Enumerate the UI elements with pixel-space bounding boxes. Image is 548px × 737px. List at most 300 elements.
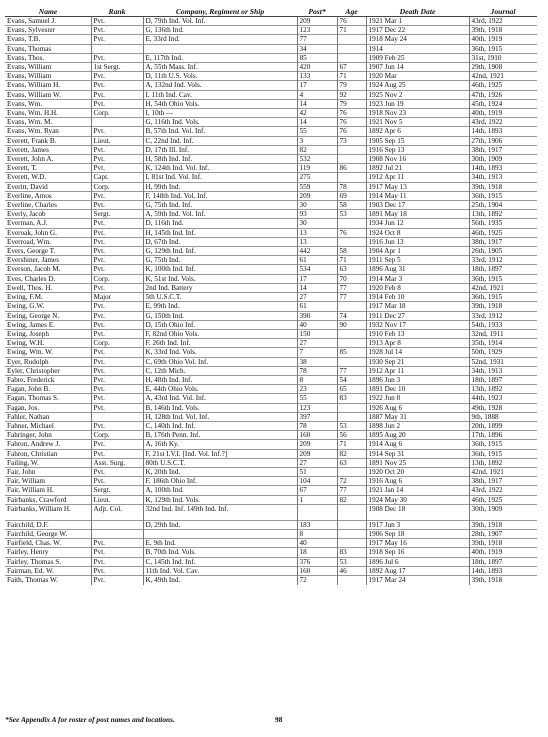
table-row (5, 339, 537, 348)
cell-rank: Pvt. (91, 247, 143, 256)
cell-age: 70 (337, 274, 366, 283)
cell-rank: Corp. (91, 182, 143, 191)
cell-name: Everett, T. (5, 164, 91, 173)
cell-post: 30 (297, 201, 337, 210)
cell-name: Evans, William W. (5, 90, 91, 99)
cell-journal: 33rd, 1912 (469, 256, 537, 265)
cell-name: Evans, William H. (5, 81, 91, 90)
cell-company: G, 136th Ind. (143, 26, 297, 35)
cell-rank: Pvt. (91, 329, 143, 338)
cell-company: A, 43rd Ind. Vol. Inf. (143, 394, 297, 403)
cell-death-date: 1892 Aug 17 (366, 566, 469, 575)
cell-death-date: 1909 Feb 25 (366, 53, 469, 62)
cell-age (337, 44, 366, 53)
cell-death-date: 1898 Jun 2 (366, 421, 469, 430)
cell-name: Eyer, Rudolph (5, 357, 91, 366)
cell-name: Ewing, George N. (5, 311, 91, 320)
cell-journal: 46th, 1925 (469, 228, 537, 237)
cell-death-date: 1925 Nov 2 (366, 90, 469, 99)
cell-company: H, 145th Ind. Inf. (143, 228, 297, 237)
cell-rank: Pvt. (91, 557, 143, 566)
cell-rank: Lieut. (91, 136, 143, 145)
table-row (5, 145, 537, 154)
cell-company: E, 117th Ind. (143, 53, 297, 62)
cell-journal: 46th, 1925 (469, 81, 537, 90)
cell-death-date: 1920 Oct 20 (366, 467, 469, 476)
cell-death-date: 1912 Apr 11 (366, 366, 469, 375)
cell-name: Fairfield, Chas. W. (5, 539, 91, 548)
header-post: Post* (297, 6, 337, 17)
cell-journal: 42nd, 1921 (469, 72, 537, 81)
cell-rank: Corp. (91, 274, 143, 283)
table-row (5, 201, 537, 210)
cell-age (337, 403, 366, 412)
cell-post: 34 (297, 44, 337, 53)
cell-post: 3 (297, 136, 337, 145)
cell-rank (91, 118, 143, 127)
cell-journal: 28th, 1907 (469, 529, 537, 538)
cell-name: Evans, Wm. Ryan (5, 127, 91, 136)
cell-rank: Capt. (91, 173, 143, 182)
header-company: Company, Regiment or Ship (143, 6, 297, 17)
table-row (5, 477, 537, 486)
cell-death-date: 1891 Nov 25 (366, 458, 469, 467)
cell-name: Ewing, W.H. (5, 339, 91, 348)
cell-rank: Pvt. (91, 155, 143, 164)
table-row (5, 575, 537, 584)
cell-post: 13 (297, 237, 337, 246)
cell-journal: 39th, 1918 (469, 302, 537, 311)
cell-company: B, 70th Ind. Vols. (143, 548, 297, 557)
cell-rank: Sergt. (91, 210, 143, 219)
cell-post: 160 (297, 431, 337, 440)
cell-age: 63 (337, 265, 366, 274)
cell-death-date: 1891 May 18 (366, 210, 469, 219)
cell-post: 82 (297, 145, 337, 154)
cell-company: G, 75th Ind. Inf. (143, 201, 297, 210)
cell-age: 67 (337, 63, 366, 72)
cell-post: 42 (297, 109, 337, 118)
cell-post: 61 (297, 302, 337, 311)
cell-post: 17 (297, 81, 337, 90)
cell-death-date: 1908 Dec 18 (366, 504, 469, 520)
cell-name: Fair, John (5, 467, 91, 476)
cell-age (337, 155, 366, 164)
cell-age: 73 (337, 136, 366, 145)
cell-company: D, 67th Ind. (143, 237, 297, 246)
table-row (5, 329, 537, 338)
cell-death-date: 1924 Oct 8 (366, 228, 469, 237)
cell-post: 376 (297, 557, 337, 566)
table-row (5, 520, 537, 529)
cell-post: 55 (297, 394, 337, 403)
cell-age (337, 467, 366, 476)
table-row (5, 348, 537, 357)
cell-rank: Pvt. (91, 191, 143, 200)
cell-name: Fairbanks, Crawford (5, 495, 91, 504)
cell-death-date: 1914 (366, 44, 469, 53)
cell-company: B, 176th Penn. Inf. (143, 431, 297, 440)
table-row (5, 412, 537, 421)
cell-death-date: 1911 Sep 5 (366, 256, 469, 265)
cell-age (337, 357, 366, 366)
cell-company: A, 55th Mass. Inf. (143, 63, 297, 72)
cell-name: Fair, William (5, 477, 91, 486)
cell-journal: 40th, 1919 (469, 35, 537, 44)
cell-death-date: 1914 Feb 10 (366, 293, 469, 302)
cell-journal: 25th, 1904 (469, 201, 537, 210)
cell-name: Evans, Thos. (5, 53, 91, 62)
cell-age (337, 329, 366, 338)
cell-age (337, 53, 366, 62)
table-row (5, 449, 537, 458)
cell-rank: Pvt. (91, 302, 143, 311)
cell-journal: 13th, 1892 (469, 458, 537, 467)
cell-age: 63 (337, 458, 366, 467)
cell-company: E, 9th Ind. (143, 539, 297, 548)
cell-age: 53 (337, 210, 366, 219)
cell-journal: 43rd, 1922 (469, 118, 537, 127)
cell-journal: 35th, 1914 (469, 339, 537, 348)
cell-age (337, 339, 366, 348)
cell-company: A, 132nd Ind. Vols. (143, 81, 297, 90)
cell-post: 534 (297, 265, 337, 274)
cell-rank (91, 520, 143, 529)
cell-death-date: 1914 Mar 3 (366, 274, 469, 283)
cell-death-date: 1924 Aug 25 (366, 81, 469, 90)
table-row (5, 118, 537, 127)
table-row (5, 394, 537, 403)
cell-death-date: 1921 Mar 1 (366, 17, 469, 26)
cell-name: Eyler, Christopher (5, 366, 91, 375)
cell-age (337, 35, 366, 44)
cell-death-date: 1906 Sep 18 (366, 529, 469, 538)
cell-post: 77 (297, 35, 337, 44)
table-row (5, 504, 537, 520)
cell-name: Failing, W. (5, 458, 91, 467)
cell-rank: Pvt. (91, 228, 143, 237)
cell-journal: 26th, 1905 (469, 247, 537, 256)
cell-rank: Pvt. (91, 90, 143, 99)
cell-name: Everline, Amos (5, 191, 91, 200)
cell-rank: Pvt. (91, 403, 143, 412)
cell-post: 104 (297, 477, 337, 486)
cell-name: Everett, W.D. (5, 173, 91, 182)
cell-journal: 20th, 1899 (469, 421, 537, 430)
cell-age: 77 (337, 486, 366, 495)
cell-name: Fagan, John B. (5, 385, 91, 394)
cell-rank: Corp. (91, 431, 143, 440)
cell-rank: Pvt. (91, 477, 143, 486)
cell-journal: 29th, 1908 (469, 63, 537, 72)
cell-age: 79 (337, 99, 366, 108)
cell-post: 40 (297, 320, 337, 329)
cell-name: Evans, William (5, 63, 91, 72)
cell-journal: 42nd, 1921 (469, 283, 537, 292)
cell-journal: 34th, 1913 (469, 173, 537, 182)
cell-company: D, 17th Ill. Inf. (143, 145, 297, 154)
cell-company: F, 82nd Ohio Vols. (143, 329, 297, 338)
cell-name: Fairbanks, William H. (5, 504, 91, 520)
table-row (5, 274, 537, 283)
cell-name: Everoak, John G. (5, 228, 91, 237)
cell-post: 8 (297, 375, 337, 384)
cell-post: 18 (297, 548, 337, 557)
cell-post: 1 (297, 495, 337, 504)
cell-age (337, 302, 366, 311)
cell-journal: 38th, 1917 (469, 237, 537, 246)
cell-journal: 14th, 1893 (469, 566, 537, 575)
cell-age: 56 (337, 431, 366, 440)
cell-rank: Pvt. (91, 127, 143, 136)
cell-journal: 39th, 1918 (469, 539, 537, 548)
cell-rank: Corp. (91, 109, 143, 118)
table-row (5, 155, 537, 164)
cell-death-date: 1914 Sep 31 (366, 449, 469, 458)
table-row (5, 109, 537, 118)
cell-name: Ewing, James E. (5, 320, 91, 329)
cell-name: Eves, Charles D. (5, 274, 91, 283)
cell-death-date: 1932 Nov 17 (366, 320, 469, 329)
table-row (5, 548, 537, 557)
cell-journal: 34th, 1913 (469, 366, 537, 375)
cell-post: 183 (297, 520, 337, 529)
cell-age: 76 (337, 109, 366, 118)
cell-journal: 36th, 1915 (469, 44, 537, 53)
table-row (5, 99, 537, 108)
cell-age (337, 529, 366, 538)
cell-journal: 14th, 1893 (469, 164, 537, 173)
cell-rank: 1st Sergt. (91, 63, 143, 72)
cell-post: 61 (297, 256, 337, 265)
cell-rank: Pvt. (91, 283, 143, 292)
cell-post: 14 (297, 118, 337, 127)
cell-rank: Pvt. (91, 145, 143, 154)
cell-journal: 56th, 1935 (469, 219, 537, 228)
cell-name: Evans, Sylvester (5, 26, 91, 35)
cell-post: 150 (297, 329, 337, 338)
cell-journal: 13th, 1892 (469, 385, 537, 394)
cell-company: F, 26th Ind. Inf. (143, 339, 297, 348)
cell-company: E, 99th Ind. (143, 302, 297, 311)
cell-post: 51 (297, 467, 337, 476)
cell-company: H, 48th Ind. Inf. (143, 375, 297, 384)
table-row (5, 247, 537, 256)
table-row (5, 228, 537, 237)
table-row (5, 81, 537, 90)
cell-age: 71 (337, 26, 366, 35)
cell-rank: Pvt. (91, 99, 143, 108)
cell-journal: 18th, 1897 (469, 557, 537, 566)
cell-name: Evershiner, James (5, 256, 91, 265)
cell-age: 54 (337, 375, 366, 384)
cell-rank: Pvt. (91, 467, 143, 476)
cell-rank: Pvt. (91, 348, 143, 357)
cell-post: 123 (297, 403, 337, 412)
cell-journal: 50th, 1929 (469, 348, 537, 357)
cell-death-date: 1896 Jun 3 (366, 375, 469, 384)
cell-name: Ewing, Wm. W. (5, 348, 91, 357)
cell-post: 27 (297, 293, 337, 302)
table-row (5, 127, 537, 136)
cell-age: 77 (337, 293, 366, 302)
table-row (5, 53, 537, 62)
cell-rank: Pvt. (91, 53, 143, 62)
table-row (5, 237, 537, 246)
cell-death-date: 1920 Feb 8 (366, 283, 469, 292)
cell-company: H, 99th Ind. (143, 182, 297, 191)
cell-company: H, 54th Ohio Vols. (143, 99, 297, 108)
table-row (5, 495, 537, 504)
cell-post: 420 (297, 63, 337, 72)
cell-journal: 13th, 1892 (469, 210, 537, 219)
cell-company: C, 22nd Ind. Inf. (143, 136, 297, 145)
cell-death-date: 1913 Apr 8 (366, 339, 469, 348)
cell-journal: 30th, 1909 (469, 155, 537, 164)
cell-rank: Adjt. Col. (91, 504, 143, 520)
cell-death-date: 1926 Aug 6 (366, 403, 469, 412)
cell-age: 82 (337, 495, 366, 504)
cell-age: 83 (337, 394, 366, 403)
table-row (5, 557, 537, 566)
cell-post: 17 (297, 274, 337, 283)
table-row (5, 44, 537, 53)
cell-death-date: 1923 Jun 19 (366, 99, 469, 108)
cell-post: 30 (297, 219, 337, 228)
cell-rank: Pvt. (91, 449, 143, 458)
cell-company: H, 128th Ind. Vol. Inf. (143, 412, 297, 421)
cell-company: A, 16th Ky. (143, 440, 297, 449)
table-row (5, 440, 537, 449)
cell-death-date: 1896 Jul 6 (366, 557, 469, 566)
cell-name: Evans, Wm. (5, 99, 91, 108)
cell-company: 32nd Ind. Inf. 149th Ind. Inf. (143, 504, 297, 520)
cell-name: Evans, Wm. M. (5, 118, 91, 127)
cell-company: I, 10th — (143, 109, 297, 118)
cell-journal: 36th, 1915 (469, 449, 537, 458)
cell-name: Fairley, Thomas S. (5, 557, 91, 566)
cell-age (337, 173, 366, 182)
cell-death-date: 1922 Jun 8 (366, 394, 469, 403)
cell-name: Everline, Charles (5, 201, 91, 210)
cell-company: 5th U.S.C.T. (143, 293, 297, 302)
cell-company: D, 79th Ind. Vol. Inf. (143, 17, 297, 26)
cell-name: Evans, Thomas (5, 44, 91, 53)
cell-journal: 32nd, 1911 (469, 329, 537, 338)
cell-age: 76 (337, 228, 366, 237)
cell-post: 78 (297, 421, 337, 430)
cell-name: Evers, George T. (5, 247, 91, 256)
cell-company: I, 11th Ind. Cav. (143, 90, 297, 99)
cell-company: A, 100th Ind. (143, 486, 297, 495)
cell-death-date: 1892 Jul 21 (366, 164, 469, 173)
table-row (5, 164, 537, 173)
cell-death-date: 1921 Jan 14 (366, 486, 469, 495)
cell-company: 11th Ind. Vol. Cav. (143, 566, 297, 575)
cell-age: 82 (337, 449, 366, 458)
cell-post: 93 (297, 210, 337, 219)
cell-journal: 39th, 1918 (469, 26, 537, 35)
cell-company: C, 69th Ohio Vol. Inf. (143, 357, 297, 366)
cell-rank: Pvt. (91, 385, 143, 394)
cell-company: H, 58th Ind. Inf. (143, 155, 297, 164)
cell-company: B, 57th Ind. Vol. Inf. (143, 127, 297, 136)
cell-age (337, 412, 366, 421)
cell-age (337, 504, 366, 520)
cell-death-date: 1904 Apr 1 (366, 247, 469, 256)
cell-name: Fair, William H. (5, 486, 91, 495)
cell-company: F, 21st I.V.I. [Ind. Vol. Inf.?] (143, 449, 297, 458)
cell-name: Evans, Wm. H.H. (5, 109, 91, 118)
table-row (5, 256, 537, 265)
cell-age: 76 (337, 127, 366, 136)
cell-age: 83 (337, 548, 366, 557)
cell-rank: Pvt. (91, 311, 143, 320)
page-footer (5, 715, 543, 724)
table-row (5, 283, 537, 292)
cell-rank: Pvt. (91, 164, 143, 173)
cell-post: 397 (297, 412, 337, 421)
cell-rank: Pvt. (91, 366, 143, 375)
cell-rank: Pvt. (91, 237, 143, 246)
cell-journal: 45th, 1924 (469, 99, 537, 108)
cell-post: 209 (297, 440, 337, 449)
cell-death-date: 1914 Aug 6 (366, 440, 469, 449)
cell-name: Evans, William (5, 72, 91, 81)
cell-death-date: 1930 Sep 21 (366, 357, 469, 366)
header-rank: Rank (91, 6, 143, 17)
cell-name: Fairchild, George W. (5, 529, 91, 538)
cell-death-date: 1917 May 16 (366, 539, 469, 548)
cell-company: 2nd Ind. Battery (143, 283, 297, 292)
cell-post: 160 (297, 566, 337, 575)
cell-death-date: 1896 Aug 31 (366, 265, 469, 274)
cell-death-date: 1917 Mar 24 (366, 575, 469, 584)
cell-journal: 36th, 1915 (469, 274, 537, 283)
cell-journal: 39th, 1918 (469, 575, 537, 584)
cell-post: 85 (297, 53, 337, 62)
cell-company: D, 29th Ind. (143, 520, 297, 529)
table-row (5, 320, 537, 329)
cell-death-date: 1918 May 24 (366, 35, 469, 44)
cell-age (337, 237, 366, 246)
cell-company: F, 186th Ohio Inf. (143, 477, 297, 486)
cell-name: Everett, John A. (5, 155, 91, 164)
cell-name: Ewing, Joseph (5, 329, 91, 338)
table-row (5, 529, 537, 538)
cell-company: K, 51st Ind. Vols. (143, 274, 297, 283)
cell-post: 209 (297, 449, 337, 458)
cell-post: 123 (297, 26, 337, 35)
table-row (5, 136, 537, 145)
cell-journal: 18th, 1897 (469, 265, 537, 274)
cell-name: Fagan, Thomas S. (5, 394, 91, 403)
cell-name: Fabre, Frederick (5, 375, 91, 384)
cell-death-date: 1887 May 31 (366, 412, 469, 421)
table-row (5, 17, 537, 26)
cell-company: K, 100th Ind. Inf. (143, 265, 297, 274)
cell-age (337, 575, 366, 584)
cell-death-date: 1891 Dec 10 (366, 385, 469, 394)
cell-post: 23 (297, 385, 337, 394)
cell-age: 46 (337, 566, 366, 575)
table-row (5, 302, 537, 311)
cell-age: 78 (337, 182, 366, 191)
cell-company: B, 146th Ind. Vols. (143, 403, 297, 412)
cell-rank: Pvt. (91, 26, 143, 35)
cell-age: 58 (337, 247, 366, 256)
cell-rank: Pvt. (91, 394, 143, 403)
